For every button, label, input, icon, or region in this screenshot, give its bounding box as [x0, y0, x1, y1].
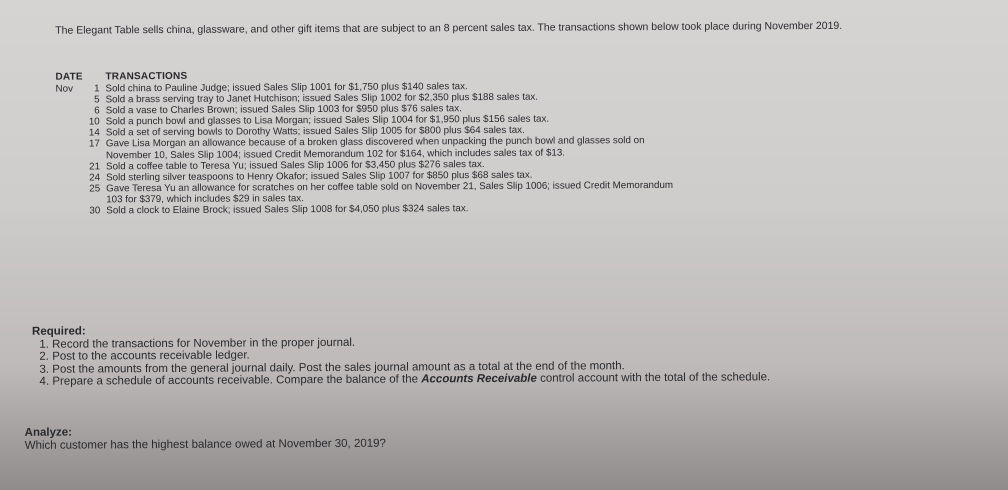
- transaction-date: [56, 128, 106, 139]
- date-column-header: DATE: [55, 71, 83, 83]
- transaction-row: [56, 202, 676, 217]
- required-section: [32, 320, 962, 389]
- transaction-text: Sold a punch bowl and glasses to Lisa Morgan; issued Sales Slip 1004 for $1,950 plus $156 sales tax.: [105, 113, 550, 128]
- transaction-date: [56, 94, 106, 105]
- transaction-text: Sold sterling silver teaspoons to Henry Okafor; issued Sales Slip 1007 for $850 plus $68 sales tax.: [106, 169, 533, 184]
- transaction-month: Nov: [55, 83, 74, 95]
- required-list: [32, 333, 962, 389]
- transaction-text: Sold china to Pauline Judge; issued Sales Slip 1001 for $1,750 plus $140 sales tax.: [105, 81, 468, 95]
- transaction-day: 25: [89, 183, 101, 195]
- transaction-day: 10: [88, 116, 100, 128]
- transaction-date: [56, 117, 106, 128]
- transactions-header: [55, 71, 187, 83]
- transaction-day: 17: [88, 138, 100, 150]
- required-item-4-text-start: Prepare a schedule of accounts receivable. Compare the balance of the: [52, 373, 422, 389]
- analyze-heading: Analyze:: [24, 426, 72, 439]
- transaction-day: 1: [94, 83, 100, 95]
- transaction-day: 21: [89, 161, 101, 173]
- required-heading: Required:: [31, 325, 86, 338]
- transaction-text: Gave Teresa Yu an allowance for scratches on her coffee table sold on November 21, Sales Slip 1006; issued Credit Memorandum 103 for $379, which includes $29 in sales tax.: [106, 179, 674, 206]
- accounts-receivable-emphasis: Accounts Receivable: [421, 373, 537, 386]
- required-item-2-text: Post to the accounts receivable ledger.: [52, 349, 250, 363]
- transaction-date: [56, 161, 106, 172]
- required-item-4-text-end: control account with the total of the schedule.: [536, 371, 771, 386]
- analyze-section: [25, 423, 725, 453]
- transaction-day: 30: [89, 205, 101, 217]
- transaction-date: [56, 139, 106, 161]
- transaction-text: Sold a set of serving bowls to Dorothy Watts; issued Sales Slip 1005 for $800 plus $64 sales tax.: [105, 125, 525, 139]
- problem-intro: The Elegant Table sells china, glassware, and other gift items that are subject to an 8 percent sales tax. The transactions shown below took place during November 2019.: [55, 19, 843, 37]
- transaction-date: [56, 106, 106, 117]
- transaction-day: 5: [94, 94, 100, 106]
- transaction-text: Sold a clock to Elaine Brock; issued Sales Slip 1008 for $4,050 plus $324 sales tax.: [106, 203, 469, 217]
- transaction-text: Sold a coffee table to Teresa Yu; issued Sales Slip 1006 for $3,450 plus $276 sales tax.: [105, 158, 485, 173]
- transaction-text: Sold a brass serving tray to Janet Hutchison; issued Sales Slip 1002 for $2,350 plus $188 sales tax.: [105, 91, 539, 106]
- transaction-date: [56, 183, 106, 205]
- transaction-text: Sold a vase to Charles Brown; issued Sales Slip 1003 for $950 plus $76 sales tax.: [105, 103, 462, 117]
- transaction-day: 6: [94, 105, 100, 117]
- required-item-3-text: Post the amounts from the general journal daily. Post the sales journal amount as a total at the end of the month.: [52, 359, 625, 376]
- required-item-1-text: Record the transactions for November in the proper journal.: [52, 336, 356, 351]
- transaction-day: 14: [88, 127, 100, 139]
- transaction-date: [56, 83, 106, 94]
- transaction-text: Gave Lisa Morgan an allowance because of a broken glass discovered when unpacking the punch bowl and glasses sold on November 10, Sales Slip 1004; issued Credit Memorandum 102 for $164, which includes sales tax of $13.: [105, 135, 645, 161]
- analyze-question: Which customer has the highest balance owed at November 30, 2019?: [24, 437, 386, 452]
- transactions-list: [56, 80, 677, 217]
- transaction-date: [56, 205, 106, 216]
- transaction-day: 24: [89, 172, 101, 184]
- transactions-column-header: TRANSACTIONS: [105, 70, 188, 83]
- transaction-date: [56, 172, 106, 183]
